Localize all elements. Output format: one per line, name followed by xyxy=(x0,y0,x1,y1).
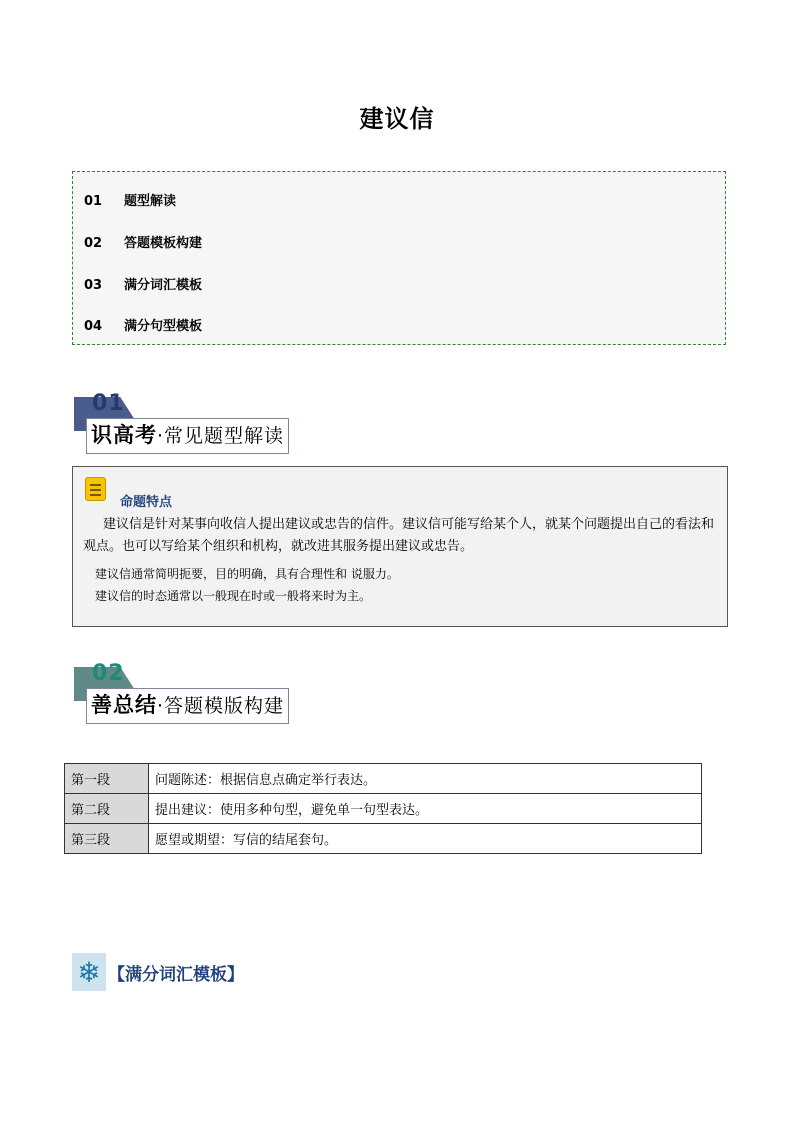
toc-item-label: 满分词汇模板 xyxy=(124,278,203,293)
toc-item-label: 答题模板构建 xyxy=(124,236,203,251)
page-title: 建议信 xyxy=(359,105,435,133)
toc-item-number: 04 xyxy=(84,319,103,334)
snowflake-icon: ❄ xyxy=(72,953,106,991)
note-paragraph: 建议信是针对某事向收信人提出建议或忠告的信件。建议信可能写给某个人，就某个问题提出自己的看法和观点。也可以写给某个组织和机构，就改进其服务提出建议或忠告。 xyxy=(83,517,715,554)
vocab-heading-text: 【满分词汇模板】 xyxy=(108,964,244,985)
note-paragraph: 建议信的时态通常以一般现在时或一般将来时为主。 xyxy=(95,589,372,603)
section-title-box xyxy=(86,688,289,724)
section-number: 01 xyxy=(92,391,125,416)
toc-item-label: 题型解读 xyxy=(124,194,177,209)
toc-item[interactable] xyxy=(84,315,202,334)
table-cell-value: 问题陈述：根据信息点确定举行表达。 xyxy=(149,764,702,794)
table-row xyxy=(65,794,702,824)
vocab-heading xyxy=(72,953,244,991)
toc-item-label: 满分句型模板 xyxy=(124,319,203,334)
section-number: 02 xyxy=(92,661,125,686)
toc-item-number: 02 xyxy=(84,236,103,251)
toc-item[interactable] xyxy=(84,274,202,293)
table-cell-value: 愿望或期望：写信的结尾套句。 xyxy=(149,824,702,854)
section-title-rest: ·答题模版构建 xyxy=(157,695,285,717)
toc-item-number: 03 xyxy=(84,278,103,293)
table-row xyxy=(65,824,702,854)
note-title: 命题特点 xyxy=(120,495,173,510)
table-cell-key: 第一段 xyxy=(65,764,149,794)
toc-item[interactable] xyxy=(84,232,202,251)
section-title-box xyxy=(86,418,289,454)
toc-item-number: 01 xyxy=(84,194,103,209)
table-cell-value: 提出建议：使用多种句型，避免单一句型表达。 xyxy=(149,794,702,824)
section-title-strong: 识高考 xyxy=(91,423,157,447)
note-box xyxy=(72,466,728,627)
table-row xyxy=(65,764,702,794)
table-cell-key: 第二段 xyxy=(65,794,149,824)
toc-item[interactable] xyxy=(84,190,176,209)
notepad-icon xyxy=(85,477,106,501)
template-table xyxy=(64,763,702,854)
table-of-contents xyxy=(72,171,726,345)
section-title-strong: 善总结 xyxy=(91,693,157,717)
section-title-rest: ·常见题型解读 xyxy=(157,425,285,447)
table-cell-key: 第三段 xyxy=(65,824,149,854)
note-paragraph: 建议信通常简明扼要，目的明确，具有合理性和 说服力。 xyxy=(95,567,399,581)
